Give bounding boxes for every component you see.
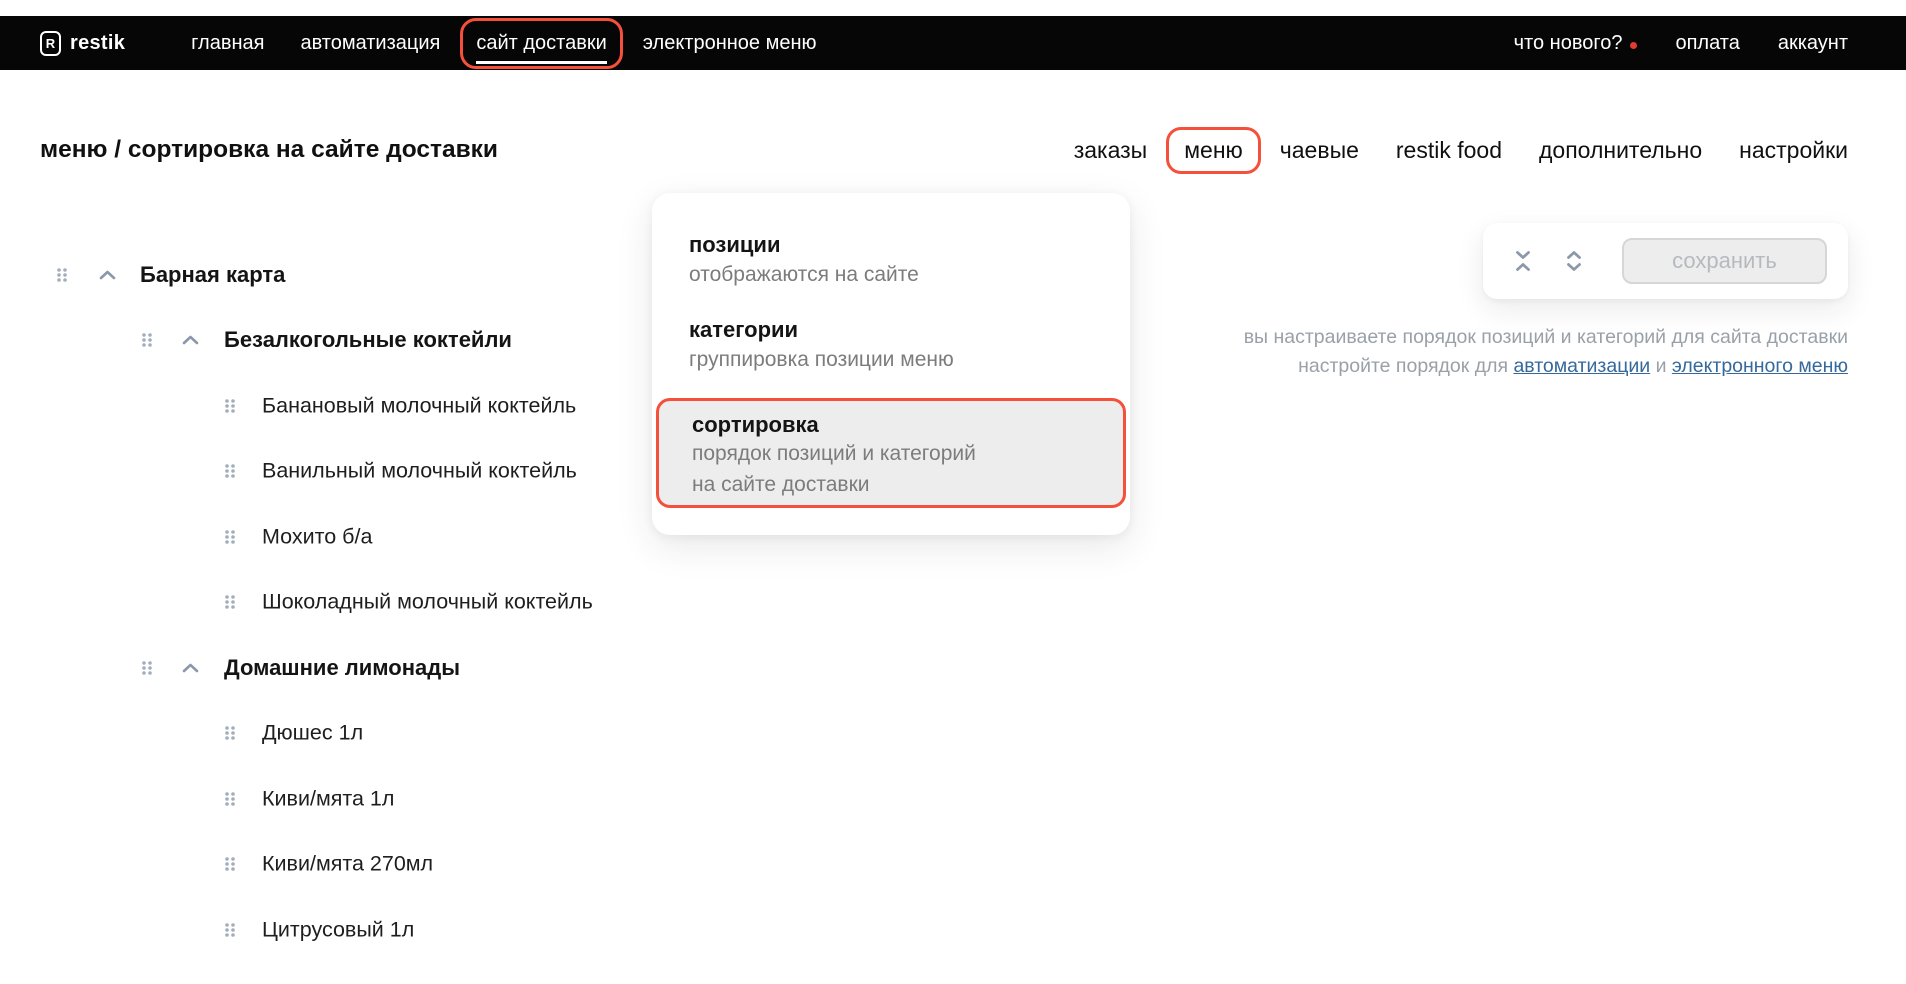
position-label: Ванильный молочный коктейль: [262, 458, 577, 483]
position-label: Дюшес 1л: [262, 720, 364, 745]
tree-row-category[interactable]: [40, 308, 660, 374]
drag-handle-icon[interactable]: [224, 725, 236, 742]
tree-row-category[interactable]: [40, 242, 660, 308]
section-tabs: [1074, 127, 1848, 173]
help-text: [1244, 323, 1848, 380]
position-label: Мохито б/а: [262, 524, 373, 549]
tree-row-position[interactable]: [40, 701, 660, 767]
dropdown-item-title: сортировка: [692, 412, 819, 437]
tab-additional[interactable]: дополнительно: [1539, 136, 1703, 163]
tree-row-position[interactable]: [40, 373, 660, 439]
drag-handle-icon[interactable]: [224, 528, 236, 545]
chevron-up-icon[interactable]: [99, 270, 116, 280]
tab-restik-food[interactable]: restik food: [1395, 136, 1502, 163]
menu-dropdown: [652, 193, 1130, 535]
active-tab-underline: [476, 61, 606, 64]
help-line2-prefix: настройте порядок для: [1298, 354, 1514, 377]
topbar-nav: [191, 32, 816, 55]
expand-all-button[interactable]: [1565, 248, 1583, 275]
help-line2: [1244, 352, 1848, 381]
restik-logo[interactable]: [40, 31, 125, 56]
topbar-nav-whats-new[interactable]: что нового?: [1514, 32, 1638, 55]
dropdown-item-title: позиции: [689, 232, 781, 257]
restik-logo-text: restik: [70, 31, 126, 54]
drag-handle-icon[interactable]: [56, 266, 68, 283]
drag-handle-icon[interactable]: [141, 332, 153, 349]
menu-sort-tree: [40, 242, 660, 963]
dropdown-item-subtitle-line2: на сайте доставки: [692, 472, 870, 496]
category-label: Барная карта: [140, 261, 286, 287]
position-label: Киви/мята 270мл: [262, 851, 434, 876]
tree-row-position[interactable]: [40, 439, 660, 505]
tree-row-position[interactable]: [40, 832, 660, 898]
category-label: Домашние лимонады: [224, 654, 461, 680]
topbar-nav-main[interactable]: главная: [191, 31, 265, 54]
help-line1: вы настраиваете порядок позиций и категорий для сайта доставки: [1243, 326, 1848, 348]
drag-handle-icon[interactable]: [224, 856, 236, 873]
drag-handle-icon[interactable]: [224, 463, 236, 480]
tree-row-category[interactable]: [40, 635, 660, 701]
tree-row-position[interactable]: [40, 766, 660, 832]
position-label: Цитрусовый 1л: [262, 917, 415, 942]
topbar-nav-payment[interactable]: оплата: [1675, 31, 1740, 54]
tab-menu[interactable]: меню: [1184, 137, 1243, 164]
dropdown-item-positions[interactable]: [689, 231, 1110, 290]
drag-handle-icon[interactable]: [224, 790, 236, 807]
chevron-up-icon[interactable]: [182, 335, 199, 345]
sort-toolbar-card: [1483, 223, 1848, 299]
topbar-nav-emenu[interactable]: электронное меню: [642, 31, 817, 54]
topbar-nav-delivery-site[interactable]: сайт доставки: [476, 32, 606, 55]
dropdown-item-title: категории: [689, 317, 799, 342]
category-label: Безалкогольные коктейли: [224, 327, 512, 353]
topbar: [0, 16, 1906, 70]
dropdown-item-subtitle-line1: порядок позиций и категорий: [692, 442, 976, 465]
dropdown-item-categories[interactable]: [689, 316, 1110, 375]
restik-logo-icon: R: [40, 31, 61, 56]
collapse-all-button[interactable]: [1514, 248, 1532, 275]
drag-handle-icon[interactable]: [224, 594, 236, 611]
tree-row-position[interactable]: [40, 504, 660, 570]
dropdown-item-sorting[interactable]: [656, 398, 1126, 508]
page-title: меню / сортировка на сайте доставки: [40, 136, 498, 163]
tab-orders[interactable]: заказы: [1073, 136, 1148, 163]
emenu-link[interactable]: электронного меню: [1671, 354, 1848, 377]
drag-handle-icon[interactable]: [141, 659, 153, 676]
tab-tips[interactable]: чаевые: [1279, 136, 1359, 163]
position-label: Шоколадный молочный коктейль: [262, 589, 593, 614]
topbar-nav-automation[interactable]: автоматизация: [300, 31, 441, 54]
position-label: Киви/мята 1л: [262, 786, 395, 811]
save-button[interactable]: сохранить: [1622, 238, 1827, 284]
topbar-nav-account[interactable]: аккаунт: [1777, 31, 1848, 54]
help-line2-conjunction: и: [1650, 354, 1672, 377]
dropdown-item-subtitle: отображаются на сайте: [689, 263, 919, 286]
chevron-up-icon[interactable]: [182, 663, 199, 673]
tab-settings[interactable]: настройки: [1739, 136, 1848, 163]
drag-handle-icon[interactable]: [224, 397, 236, 414]
tree-row-position[interactable]: [40, 570, 660, 636]
position-label: Банановый молочный коктейль: [262, 393, 577, 418]
automation-link[interactable]: автоматизации: [1513, 354, 1651, 377]
drag-handle-icon[interactable]: [224, 921, 236, 938]
notification-dot: [1630, 42, 1637, 49]
tree-row-position[interactable]: [40, 897, 660, 963]
topbar-right-nav: [1514, 32, 1848, 55]
dropdown-item-subtitle: группировка позиции меню: [689, 348, 954, 371]
